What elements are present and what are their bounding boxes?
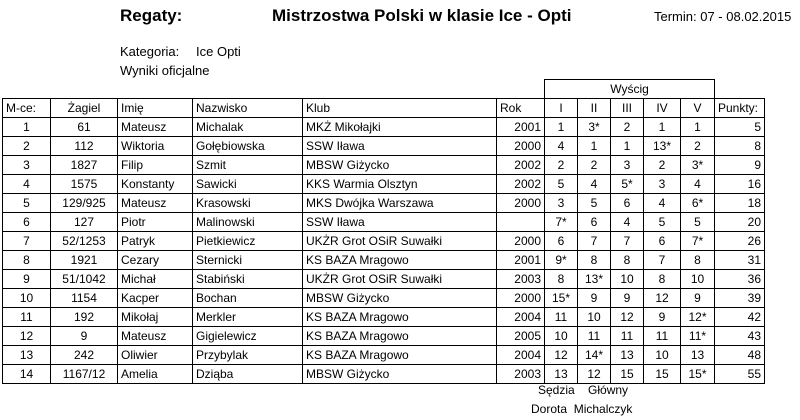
cell-club: MBSW Giżycko (303, 289, 497, 308)
cell-club: KS BAZA Mragowo (303, 251, 497, 270)
table-row (3, 346, 765, 365)
cell-last: Gigielewicz (193, 327, 303, 346)
cell-r5: 7* (681, 232, 715, 251)
cell-first: Amelia (118, 365, 193, 384)
cell-r2: 8 (578, 251, 611, 270)
judge-title-1: Sędzia (538, 383, 575, 397)
cell-club: SSW Iława (303, 213, 497, 232)
col-club: Klub (303, 99, 497, 118)
cell-r1: 7* (545, 213, 578, 232)
cell-place: 6 (3, 213, 51, 232)
judge-last-name: Michalczyk (573, 402, 633, 416)
cell-sail: 1575 (51, 175, 118, 194)
cell-first: Konstanty (118, 175, 193, 194)
col-race-2: II (578, 99, 611, 118)
cell-points: 31 (715, 251, 765, 270)
cell-r1: 3 (545, 194, 578, 213)
cell-last: Przybylak (193, 346, 303, 365)
cell-first: Wiktoria (118, 137, 193, 156)
cell-place: 13 (3, 346, 51, 365)
cell-r2: 2 (578, 156, 611, 175)
cell-points: 26 (715, 232, 765, 251)
cell-first: Michał (118, 270, 193, 289)
cell-first: Patryk (118, 232, 193, 251)
cell-r4: 15 (644, 365, 681, 384)
cell-points: 16 (715, 175, 765, 194)
cell-sail: 52/1253 (51, 232, 118, 251)
cell-r4: 6 (644, 232, 681, 251)
cell-first: Mikołaj (118, 308, 193, 327)
cell-points: 9 (715, 156, 765, 175)
cell-club: SSW Iława (303, 137, 497, 156)
cell-r3: 3 (611, 156, 644, 175)
table-header-top (3, 80, 765, 99)
cell-r4: 9 (644, 308, 681, 327)
table-row (3, 213, 765, 232)
cell-r4: 4 (644, 194, 681, 213)
cell-r2: 14* (578, 346, 611, 365)
cell-place: 2 (3, 137, 51, 156)
cell-points: 20 (715, 213, 765, 232)
cell-last: Szmit (193, 156, 303, 175)
cell-place: 9 (3, 270, 51, 289)
cell-last: Malinowski (193, 213, 303, 232)
col-race-4: IV (644, 99, 681, 118)
cell-club: MBSW Giżycko (303, 156, 497, 175)
cell-r2: 9 (578, 289, 611, 308)
cell-r5: 3* (681, 156, 715, 175)
cell-r1: 1 (545, 118, 578, 137)
cell-r3: 6 (611, 194, 644, 213)
cell-r3: 5* (611, 175, 644, 194)
cell-r5: 6* (681, 194, 715, 213)
cell-last: Krasowski (193, 194, 303, 213)
cell-year: 2001 (497, 118, 545, 137)
col-race-5: V (681, 99, 715, 118)
cell-last: Merkler (193, 308, 303, 327)
cell-sail: 192 (51, 308, 118, 327)
cell-club: KS BAZA Mragowo (303, 308, 497, 327)
cell-r3: 4 (611, 213, 644, 232)
cell-r5: 12* (681, 308, 715, 327)
cell-r4: 10 (644, 346, 681, 365)
page-title: Mistrzostwa Polski w klasie Ice - Opti (272, 6, 572, 25)
cell-r4: 3 (644, 175, 681, 194)
cell-points: 43 (715, 327, 765, 346)
cell-sail: 127 (51, 213, 118, 232)
cell-first: Piotr (118, 213, 193, 232)
cell-r5: 13 (681, 346, 715, 365)
cell-first: Mateusz (118, 327, 193, 346)
cell-sail: 61 (51, 118, 118, 137)
cell-year: 2004 (497, 308, 545, 327)
cell-year: 2002 (497, 156, 545, 175)
cell-r4: 12 (644, 289, 681, 308)
cell-club: MBSW Giżycko (303, 365, 497, 384)
cell-r5: 8 (681, 251, 715, 270)
cell-r5: 9 (681, 289, 715, 308)
cell-last: Pietkiewicz (193, 232, 303, 251)
table-row (3, 327, 765, 346)
table-row (3, 289, 765, 308)
cell-first: Kacper (118, 289, 193, 308)
cell-r1: 10 (545, 327, 578, 346)
cell-r2: 10 (578, 308, 611, 327)
cell-r1: 2 (545, 156, 578, 175)
cell-r4: 5 (644, 213, 681, 232)
cell-r1: 6 (545, 232, 578, 251)
cell-r3: 15 (611, 365, 644, 384)
col-year: Rok (497, 99, 545, 118)
cell-club: KS BAZA Mragowo (303, 346, 497, 365)
cell-r5: 5 (681, 213, 715, 232)
cell-place: 1 (3, 118, 51, 137)
cell-r3: 8 (611, 251, 644, 270)
cell-r2: 13* (578, 270, 611, 289)
table-row (3, 270, 765, 289)
cell-r3: 10 (611, 270, 644, 289)
cell-points: 42 (715, 308, 765, 327)
cell-place: 10 (3, 289, 51, 308)
cell-points: 8 (715, 137, 765, 156)
table-row (3, 175, 765, 194)
cell-sail: 9 (51, 327, 118, 346)
col-race-1: I (545, 99, 578, 118)
col-place: M-ce: (3, 99, 51, 118)
table-row (3, 118, 765, 137)
cell-r4: 13* (644, 137, 681, 156)
cell-year: 2002 (497, 175, 545, 194)
cell-year: 2003 (497, 270, 545, 289)
cell-place: 3 (3, 156, 51, 175)
cell-r1: 9* (545, 251, 578, 270)
cell-r4: 7 (644, 251, 681, 270)
col-last-name: Nazwisko (193, 99, 303, 118)
cell-year: 2001 (497, 251, 545, 270)
cell-points: 36 (715, 270, 765, 289)
cell-r5: 15* (681, 365, 715, 384)
cell-sail: 1167/12 (51, 365, 118, 384)
cell-year: 2003 (497, 365, 545, 384)
cell-r4: 1 (644, 118, 681, 137)
cell-sail: 1921 (51, 251, 118, 270)
cell-r3: 11 (611, 327, 644, 346)
cell-first: Oliwier (118, 346, 193, 365)
cell-points: 39 (715, 289, 765, 308)
results-status: Wyniki oficjalne (120, 63, 210, 78)
cell-r5: 4 (681, 175, 715, 194)
cell-r3: 7 (611, 232, 644, 251)
cell-r1: 15* (545, 289, 578, 308)
race-group-header: Wyścig (545, 80, 715, 99)
cell-r4: 8 (644, 270, 681, 289)
cell-r1: 11 (545, 308, 578, 327)
cell-r1: 5 (545, 175, 578, 194)
table-row (3, 365, 765, 384)
cell-r2: 12 (578, 365, 611, 384)
cell-r4: 11 (644, 327, 681, 346)
col-sail: Żagiel (51, 99, 118, 118)
cell-points: 55 (715, 365, 765, 384)
cell-first: Mateusz (118, 118, 193, 137)
cell-last: Gołębiowska (193, 137, 303, 156)
cell-first: Filip (118, 156, 193, 175)
cell-year: 2000 (497, 194, 545, 213)
cell-club: UKŻR Grot OSiR Suwałki (303, 270, 497, 289)
cell-sail: 51/1042 (51, 270, 118, 289)
cell-r5: 2 (681, 137, 715, 156)
cell-last: Bochan (193, 289, 303, 308)
cell-club: UKŻR Grot OSiR Suwałki (303, 232, 497, 251)
cell-r2: 1 (578, 137, 611, 156)
cell-points: 48 (715, 346, 765, 365)
cell-place: 7 (3, 232, 51, 251)
cell-place: 5 (3, 194, 51, 213)
cell-last: Dziąba (193, 365, 303, 384)
cell-r5: 1 (681, 118, 715, 137)
cell-r1: 12 (545, 346, 578, 365)
cell-year: 2004 (497, 346, 545, 365)
cell-club: KKS Warmia Olsztyn (303, 175, 497, 194)
regatta-label: Regaty: (120, 6, 183, 25)
cell-sail: 1827 (51, 156, 118, 175)
category-value: Ice Opti (196, 44, 241, 59)
cell-r1: 4 (545, 137, 578, 156)
cell-r2: 6 (578, 213, 611, 232)
cell-place: 14 (3, 365, 51, 384)
cell-year: 2000 (497, 289, 545, 308)
cell-place: 12 (3, 327, 51, 346)
judge-title-2: Główny (588, 383, 629, 397)
cell-club: MKŻ Mikołajki (303, 118, 497, 137)
cell-place: 11 (3, 308, 51, 327)
cell-first: Cezary (118, 251, 193, 270)
cell-r2: 11 (578, 327, 611, 346)
col-points: Punkty: (715, 99, 765, 118)
cell-club: KS BAZA Mragowo (303, 327, 497, 346)
cell-r2: 3* (578, 118, 611, 137)
cell-r3: 1 (611, 137, 644, 156)
cell-r3: 2 (611, 118, 644, 137)
cell-sail: 242 (51, 346, 118, 365)
cell-points: 18 (715, 194, 765, 213)
judge-first-name: Dorota (531, 402, 568, 416)
cell-year (497, 213, 545, 232)
table-row (3, 156, 765, 175)
table-row (3, 137, 765, 156)
cell-points: 5 (715, 118, 765, 137)
col-first-name: Imię (118, 99, 193, 118)
cell-r3: 13 (611, 346, 644, 365)
cell-r3: 9 (611, 289, 644, 308)
cell-r2: 7 (578, 232, 611, 251)
results-table (2, 79, 765, 384)
cell-year: 2000 (497, 232, 545, 251)
category-label: Kategoria: (120, 44, 180, 59)
termin-date: Termin: 07 - 08.02.2015 (654, 9, 792, 24)
cell-r4: 2 (644, 156, 681, 175)
judge-title (538, 383, 628, 397)
cell-last: Michalak (193, 118, 303, 137)
cell-last: Stabiński (193, 270, 303, 289)
cell-year: 2000 (497, 137, 545, 156)
cell-r2: 4 (578, 175, 611, 194)
table-row (3, 251, 765, 270)
cell-r5: 10 (681, 270, 715, 289)
cell-place: 4 (3, 175, 51, 194)
table-row (3, 194, 765, 213)
cell-sail: 112 (51, 137, 118, 156)
cell-place: 8 (3, 251, 51, 270)
cell-club: MKS Dwójka Warszawa (303, 194, 497, 213)
cell-r3: 12 (611, 308, 644, 327)
cell-sail: 1154 (51, 289, 118, 308)
table-header-row (3, 99, 765, 118)
cell-r1: 13 (545, 365, 578, 384)
judge-name (531, 402, 632, 416)
col-race-3: III (611, 99, 644, 118)
cell-year: 2005 (497, 327, 545, 346)
cell-r1: 8 (545, 270, 578, 289)
cell-sail: 129/925 (51, 194, 118, 213)
cell-r5: 11* (681, 327, 715, 346)
cell-last: Sternicki (193, 251, 303, 270)
cell-r2: 5 (578, 194, 611, 213)
cell-first: Mateusz (118, 194, 193, 213)
cell-last: Sawicki (193, 175, 303, 194)
table-row (3, 232, 765, 251)
table-row (3, 308, 765, 327)
